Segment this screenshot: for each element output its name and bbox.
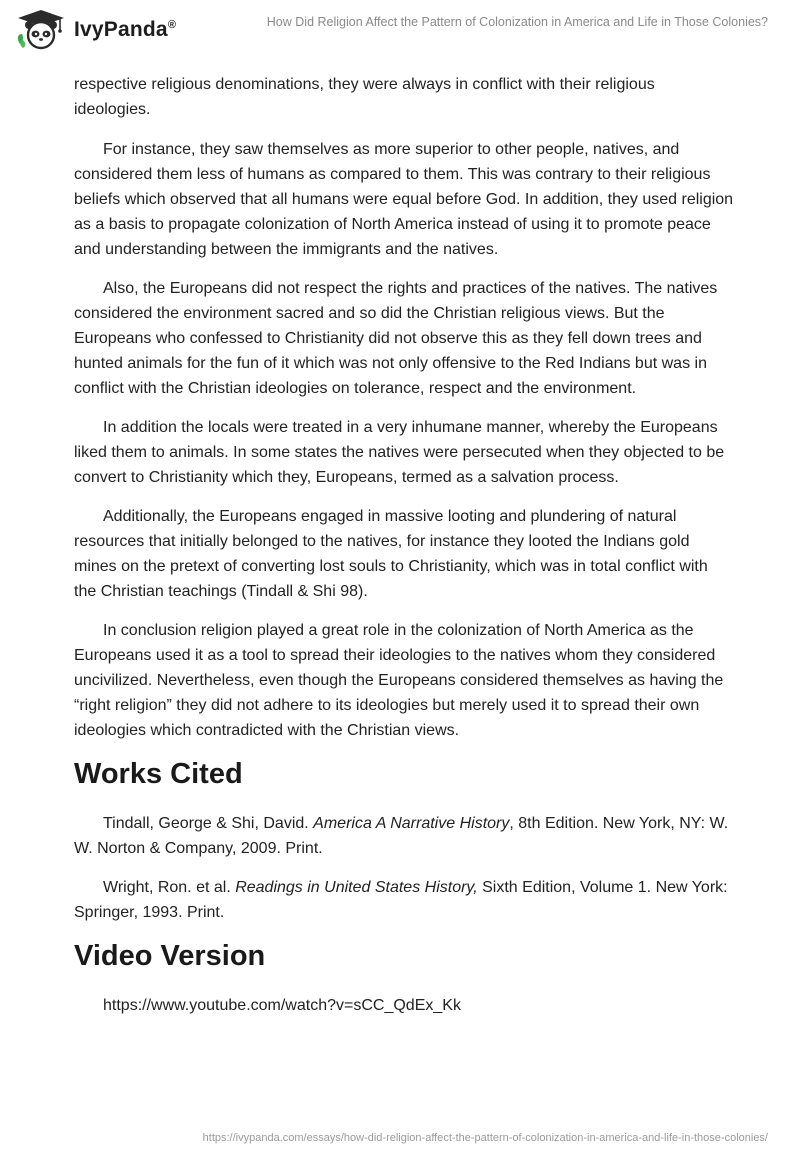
paragraph-continuation: respective religious denominations, they were always in conflict with their religious ideologies. — [74, 76, 655, 118]
paragraph: Additionally, the Europeans engaged in massive looting and plundering of natural resources that initially belonged to the natives, for instance they looted the Indians gold mines on the pretext of converting lost souls to Christianity, which was in total conflict with the Christian teachings (Tindall & Shi 98). — [74, 508, 708, 600]
video-link[interactable]: https://www.youtube.com/watch?v=sCC_QdEx_Kk — [103, 997, 461, 1014]
page-header — [0, 0, 800, 60]
paragraph: Also, the Europeans did not respect the rights and practices of the natives. The natives considered the environment sacred and so did the Christian religious views. But the Europeans who confessed to Christianity did not observe this as they fell down trees and hunted animals for the fun of it which was not only offensive to the Red Indians but was in conflict with the Christian ideologies on tolerance, respect and the environment. — [74, 280, 718, 397]
ivypanda-logo[interactable] — [14, 8, 176, 52]
paragraph: In conclusion religion played a great role in the colonization of North America as the Europeans used it as a tool to spread their ideologies to the natives whom they considered uncivilized. Nevertheless, even though the Europeans considered themselves as having the “right religion” they did not adhere to its ideologies but merely used it to spread their own ideologies which contradicted with the Christian views. — [74, 622, 724, 739]
brand-name: IvyPanda® — [74, 18, 177, 41]
running-title: How Did Religion Affect the Pattern of Colonization in America and Life in Those Colonies? — [266, 15, 768, 29]
panda-graduate-icon — [14, 8, 68, 52]
video-version-heading: Video Version — [74, 940, 266, 972]
essay-content — [74, 72, 734, 1032]
paragraph: For instance, they saw themselves as more superior to other people, natives, and considered them less of humans as compared to them. This was contrary to their religious beliefs which observed that all humans were equal before God. In addition, they used religion as a basis to propagate colonization of North America instead of using it to promote peace and understanding between the immigrants and the natives. — [74, 141, 734, 258]
citation-entry: Wright, Ron. et al. Readings in United States History, Sixth Edition, Volume 1. New York: Springer, 1993. Print. — [74, 879, 728, 921]
paragraph: In addition the locals were treated in a very inhumane manner, whereby the Europeans liked them to animals. In some states the natives were persecuted when they objected to be convert to Christianity which they, Europeans, termed as a salvation process. — [74, 419, 725, 486]
citation-entry: Tindall, George & Shi, David. America A Narrative History, 8th Edition. New York, NY: W. W. Norton & Company, 2009. Print. — [74, 815, 729, 857]
works-cited-heading: Works Cited — [74, 758, 243, 790]
footer-source-url[interactable]: https://ivypanda.com/essays/how-did-religion-affect-the-pattern-of-colonization-in-america-and-life-in-those-colonies/ — [202, 1132, 768, 1144]
